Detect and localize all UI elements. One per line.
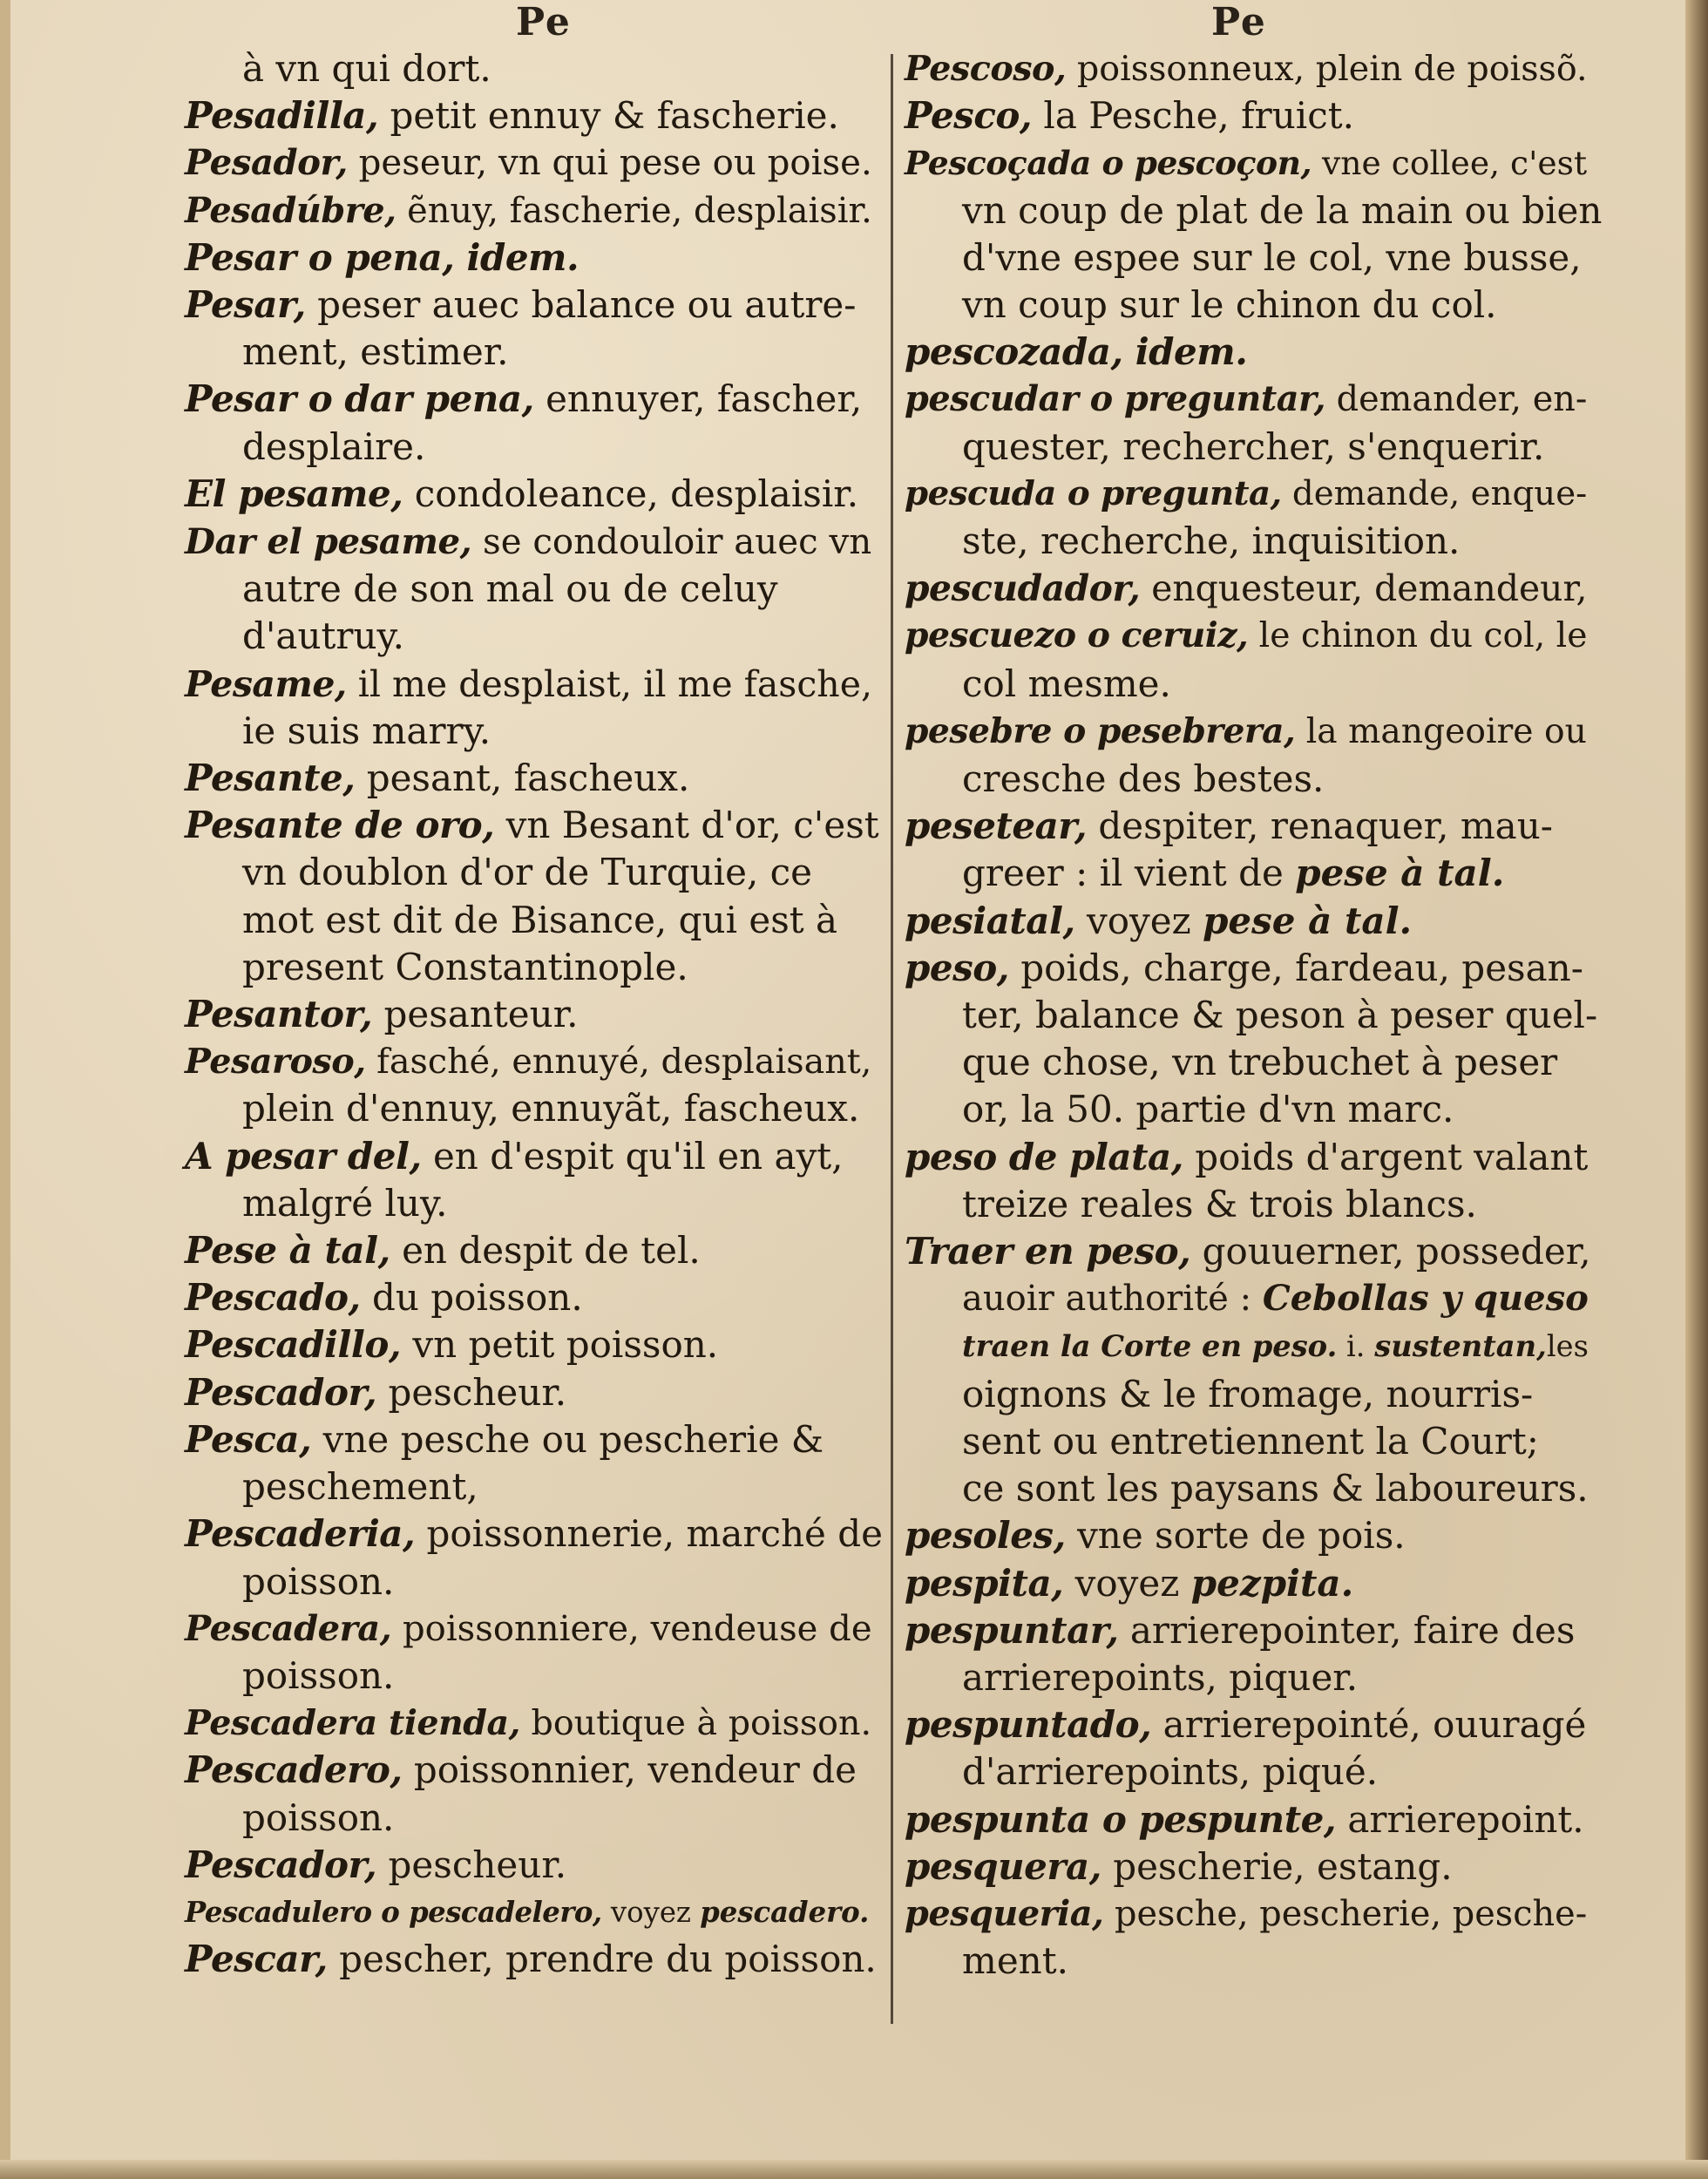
entry-continuation-line xyxy=(905,518,1602,565)
entry-headword: Pescoçada o pescoçon, xyxy=(905,144,1312,183)
running-head-right: Pe xyxy=(1211,0,1267,44)
entry-headword: Pesar, xyxy=(185,283,306,327)
entry-headword: pespunta o pespunte, xyxy=(905,1797,1336,1841)
entry-definition: or, la 50. partie d'vn marc. xyxy=(962,1088,1454,1131)
entry-headword: Pescado, xyxy=(185,1276,361,1320)
entry-headword: pescudador, xyxy=(905,567,1141,610)
entry-continuation-line xyxy=(185,613,886,660)
entry-definition: sent ou entretiennent la Court; xyxy=(962,1419,1539,1463)
entry-headword: El pesame, xyxy=(185,472,403,515)
entry-headword: Pescadulero o pescadelero, xyxy=(185,1895,602,1929)
entry-continuation-line xyxy=(185,897,886,944)
dictionary-entry xyxy=(185,1274,886,1321)
entry-continuation-line xyxy=(905,992,1602,1039)
dictionary-entry xyxy=(185,1889,886,1936)
dictionary-entry xyxy=(905,1560,1602,1607)
entry-headword: Pesar o dar pena, xyxy=(185,377,534,421)
dictionary-entry xyxy=(905,45,1602,92)
dictionary-entry xyxy=(905,612,1602,660)
entry-headword: Pesadilla, xyxy=(185,94,379,138)
dictionary-entry xyxy=(905,1843,1602,1891)
entry-definition: despiter, renaquer, mau- xyxy=(1098,804,1553,848)
dictionary-entry xyxy=(905,92,1602,139)
entry-definition: greer : il vient de xyxy=(962,852,1284,895)
entry-definition: peser auec balance ou autre- xyxy=(317,283,857,327)
entry-cross-reference: pese à tal. xyxy=(1295,852,1505,895)
entry-headword: Pescoso, xyxy=(905,49,1067,89)
entry-continuation-line xyxy=(185,849,886,896)
dictionary-entry xyxy=(905,898,1602,945)
entry-definition: treize reales & trois blancs. xyxy=(962,1182,1477,1225)
entry-definition: vne sorte de pois. xyxy=(1077,1514,1406,1558)
dictionary-entry xyxy=(905,803,1602,850)
entry-definition: ie suis marry. xyxy=(242,709,491,752)
dictionary-entry xyxy=(185,1133,886,1180)
entry-headword: Pesco, xyxy=(905,94,1033,138)
entry-definition: il me desplaist, il me fasche, xyxy=(357,662,873,705)
dictionary-entry xyxy=(905,1607,1602,1654)
dictionary-entry xyxy=(185,1321,886,1368)
entry-definition: plein d'ennuy, ennuyãt, fascheux. xyxy=(242,1087,860,1130)
right-column xyxy=(905,45,1602,1985)
entry-definition: pescher, prendre du poisson. xyxy=(339,1938,877,1981)
entry-definition: vn doublon d'or de Turquie, ce xyxy=(242,851,813,894)
entry-definition: en despit de tel. xyxy=(402,1229,701,1273)
entry-definition: ẽnuy, fascherie, desplaisir. xyxy=(407,190,872,231)
entry-definition: malgré luy. xyxy=(242,1181,448,1225)
entry-definition: voyez xyxy=(1074,1561,1180,1605)
entry-headword: pesqueria, xyxy=(905,1893,1104,1934)
entry-continuation-line xyxy=(905,1275,1602,1322)
entry-definition: poissonnier, vendeur de xyxy=(413,1748,857,1792)
dictionary-entry xyxy=(905,708,1602,756)
entry-definition: vn coup sur le chinon du col. xyxy=(962,283,1497,327)
entry-headword: Pesar o pena, idem. xyxy=(185,235,580,279)
entry-headword: Pesante de oro, xyxy=(185,804,495,847)
entry-definition: d'autruy. xyxy=(242,614,405,658)
entry-definition: arrierepoints, piquer. xyxy=(962,1655,1359,1699)
entry-continuation-line xyxy=(905,756,1602,803)
dictionary-entry xyxy=(185,471,886,518)
entry-headword: Pesantor, xyxy=(185,993,373,1036)
dictionary-entry xyxy=(185,376,886,423)
entry-definition: pesant, fascheux. xyxy=(366,757,690,800)
entry-headword: Pesadúbre, xyxy=(185,190,396,231)
entry-continuation-line xyxy=(185,1653,886,1700)
dictionary-entry xyxy=(185,1227,886,1274)
entry-definition: petit ennuy & fascherie. xyxy=(390,94,839,138)
entry-cross-reference: pescadero. xyxy=(700,1895,870,1929)
entry-definition: la mangeoire ou xyxy=(1305,711,1587,751)
entry-headword: Pesante, xyxy=(185,757,356,800)
entry-continuation-line xyxy=(905,1086,1602,1133)
entry-headword: Pescadera tienda, xyxy=(185,1703,520,1744)
entry-definition: poids d'argent valant xyxy=(1195,1135,1589,1178)
entry-definition: voyez xyxy=(1086,899,1191,942)
page-right-edge xyxy=(1685,0,1708,2179)
entry-definition: peseur, vn qui pese ou poise. xyxy=(358,143,872,184)
dictionary-entry xyxy=(905,945,1602,992)
entry-headword: A pesar del, xyxy=(185,1134,422,1178)
entry-continuation-line xyxy=(185,944,886,991)
entry-definition: mot est dit de Bisance, qui est à xyxy=(242,898,838,941)
dictionary-entry xyxy=(185,1842,886,1889)
entry-headword: pespuntar, xyxy=(905,1608,1119,1652)
entry-continuation-line xyxy=(905,1371,1602,1418)
dictionary-entry xyxy=(185,139,886,187)
dictionary-entry xyxy=(905,471,1602,518)
entry-definition: du poisson. xyxy=(371,1276,583,1320)
entry-continuation-line xyxy=(905,1039,1602,1086)
dictionary-entry xyxy=(905,565,1602,612)
entry-continuation-line xyxy=(185,1463,886,1510)
entry-definition: ce sont les paysans & laboureurs. xyxy=(962,1467,1589,1510)
entry-headword: Pescadillo, xyxy=(185,1323,401,1367)
entry-definition: gouuerner, posseder, xyxy=(1202,1230,1591,1273)
entry-definition: ennuyer, fascher, xyxy=(546,377,863,421)
entry-definition: poisson. xyxy=(242,1653,395,1697)
entry-headword: pespita, xyxy=(905,1561,1064,1605)
entry-headword: Pescadero, xyxy=(185,1748,403,1792)
dictionary-entry xyxy=(185,1747,886,1794)
entry-headword: Pesame, xyxy=(185,662,347,705)
dictionary-entry xyxy=(905,1796,1602,1843)
entry-definition: poissonneux, plein de poissõ. xyxy=(1076,49,1588,89)
entry-continuation-line xyxy=(905,850,1602,897)
entry-definition: poisson. xyxy=(242,1795,395,1839)
entry-definition: pescheur. xyxy=(388,1370,567,1414)
entry-definition: pescheur. xyxy=(388,1843,567,1886)
dictionary-entry xyxy=(185,282,886,329)
entry-definition: d'vne espee sur le col, vne busse, xyxy=(962,235,1582,279)
dictionary-entry xyxy=(185,661,886,708)
entry-definition: vn petit poisson. xyxy=(412,1323,719,1367)
entry-continuation-line xyxy=(185,1795,886,1842)
dictionary-entry xyxy=(185,1936,886,1983)
entry-headword: Pescaderia, xyxy=(185,1512,416,1556)
entry-cross-reference: Cebollas y queso xyxy=(1262,1278,1589,1320)
entry-headword: Pesca, xyxy=(185,1417,312,1461)
entry-definition: ment. xyxy=(962,1939,1068,1983)
entry-definition: ment, estimer. xyxy=(242,330,509,374)
dictionary-entry xyxy=(185,1369,886,1416)
entry-cross-reference: pezpita. xyxy=(1190,1561,1354,1605)
entry-definition: col mesme. xyxy=(962,662,1171,705)
entry-continuation-line xyxy=(905,187,1602,234)
entry-definition: pesanteur. xyxy=(383,993,579,1036)
entry-headword: Pesador, xyxy=(185,142,348,184)
entry-continuation-line xyxy=(185,1180,886,1227)
entry-continuation-line xyxy=(185,708,886,755)
entry-headword: pesetear, xyxy=(905,804,1087,848)
entry-continuation-line xyxy=(905,1181,1602,1228)
entry-headword: Pescar, xyxy=(185,1938,328,1981)
entry-definition: vne collee, c'est xyxy=(1322,144,1588,183)
entry-continuation-line xyxy=(905,1465,1602,1512)
entry-definition: poissonniere, vendeuse de xyxy=(403,1608,872,1649)
dictionary-entry xyxy=(905,1228,1602,1275)
entry-definition: poids, charge, fardeau, pesan- xyxy=(1020,946,1583,989)
entry-headword: pescozada, idem. xyxy=(905,330,1248,374)
entry-headword: Dar el pesame, xyxy=(185,520,472,563)
entry-definition: oignons & le fromage, nourris- xyxy=(962,1372,1534,1415)
entry-definition: arrierepointé, ouuragé xyxy=(1162,1703,1587,1747)
entry-definition: à vn qui dort. xyxy=(242,47,491,90)
entry-continuation-line xyxy=(185,1558,886,1605)
entry-headword: pescuda o pregunta, xyxy=(905,473,1282,513)
entry-headword: pesoles, xyxy=(905,1514,1066,1558)
entry-definition: d'arrierepoints, piqué. xyxy=(962,1750,1379,1794)
entry-continuation-line xyxy=(185,329,886,376)
entry-headword: pesebre o pesebrera, xyxy=(905,710,1296,751)
dictionary-entry xyxy=(185,991,886,1038)
dictionary-entry xyxy=(905,1512,1602,1559)
column-divider xyxy=(891,54,893,2024)
page-bottom-edge xyxy=(0,2160,1708,2179)
entry-cross-reference: traen la Corte en peso. xyxy=(962,1328,1338,1364)
dictionary-entry xyxy=(185,92,886,139)
entry-continuation-line xyxy=(185,424,886,471)
entry-cross-reference: sustentan, xyxy=(1374,1328,1547,1364)
entry-headword: peso de plata, xyxy=(905,1135,1183,1178)
entry-headword: pesiatal, xyxy=(905,899,1075,942)
dictionary-entry xyxy=(185,1605,886,1653)
entry-headword: Traer en peso, xyxy=(905,1230,1191,1273)
entry-continuation-line xyxy=(185,566,886,613)
entry-definition: pesche, pescherie, pesche- xyxy=(1115,1893,1588,1934)
dictionary-entry xyxy=(905,139,1602,187)
dictionary-entry xyxy=(185,234,886,282)
entry-definition: que chose, vn trebuchet à peser xyxy=(962,1041,1558,1084)
entry-definition: fasché, ennuyé, desplaisant, xyxy=(376,1042,872,1083)
entry-headword: peso, xyxy=(905,946,1009,989)
entry-definition: la Pesche, fruict. xyxy=(1043,94,1354,138)
entry-continuation-line xyxy=(905,282,1602,329)
entry-headword: Pese à tal, xyxy=(185,1229,390,1273)
entry-definition: demander, en- xyxy=(1336,379,1588,420)
entry-continuation-line xyxy=(905,1654,1602,1701)
entry-definition: ste, recherche, inquisition. xyxy=(962,519,1461,563)
entry-headword: Pesaroso, xyxy=(185,1042,366,1083)
dictionary-entry xyxy=(185,755,886,802)
entry-definition: present Constantinople. xyxy=(242,945,688,988)
entry-definition: poisson. xyxy=(242,1559,395,1603)
entry-definition: peschement, xyxy=(242,1465,478,1509)
entry-definition: pescherie, estang. xyxy=(1113,1844,1453,1888)
entry-definition: enquesteur, demandeur, xyxy=(1151,567,1588,610)
dictionary-entry xyxy=(185,1038,886,1085)
entry-definition: cresche des bestes. xyxy=(962,757,1325,801)
dictionary-entry xyxy=(185,518,886,566)
dictionary-entry xyxy=(185,1510,886,1558)
dictionary-entry xyxy=(185,802,886,849)
dictionary-entry xyxy=(905,1891,1602,1938)
entry-continuation-line xyxy=(905,424,1602,471)
dictionary-entry xyxy=(185,187,886,234)
dictionary-entry xyxy=(905,376,1602,423)
running-head-left: Pe xyxy=(516,0,572,44)
entry-definition: desplaire. xyxy=(242,424,426,468)
dictionary-entry xyxy=(905,1134,1602,1181)
dictionary-entry xyxy=(905,1701,1602,1748)
entry-definition: boutique à poisson. xyxy=(531,1703,872,1744)
entry-continuation-line xyxy=(905,661,1602,708)
entry-continuation-line xyxy=(185,1085,886,1132)
entry-definition: quester, rechercher, s'enquerir. xyxy=(962,424,1545,468)
entry-definition: se condouloir auec vn xyxy=(483,521,872,563)
entry-definition: les xyxy=(1546,1329,1589,1364)
entry-continuation-line xyxy=(905,1938,1602,1985)
dictionary-entry xyxy=(185,1700,886,1747)
entry-headword: pescudar o preguntar, xyxy=(905,379,1325,420)
entry-definition: auoir authorité : xyxy=(962,1279,1252,1320)
entry-continuation-line xyxy=(185,45,886,92)
entry-continuation-line xyxy=(905,234,1602,282)
entry-definition: en d'espit qu'il en ayt, xyxy=(432,1134,844,1178)
entry-continuation-line xyxy=(905,1418,1602,1465)
entry-headword: pespuntado, xyxy=(905,1703,1152,1747)
left-column xyxy=(185,45,886,1983)
dictionary-entry xyxy=(905,329,1602,376)
entry-definition: ter, balance & peson à peser quel- xyxy=(962,994,1598,1037)
entry-headword: Pescador, xyxy=(185,1370,377,1414)
entry-headword: pescuezo o ceruiz, xyxy=(905,615,1249,656)
entry-definition: condoleance, desplaisir. xyxy=(414,472,859,515)
entry-definition: demande, enque- xyxy=(1291,473,1588,513)
entry-definition: arrierepointer, faire des xyxy=(1129,1608,1576,1652)
entry-definition: vn coup de plat de la main ou bien xyxy=(962,188,1603,232)
entry-definition: poissonnerie, marché de xyxy=(426,1512,883,1556)
entry-continuation-line xyxy=(905,1322,1602,1370)
entry-definition: arrierepoint. xyxy=(1347,1797,1584,1841)
entry-headword: Pescador, xyxy=(185,1843,377,1886)
dictionary-entry xyxy=(185,1416,886,1463)
entry-definition: i. xyxy=(1346,1329,1366,1364)
page-left-edge xyxy=(0,0,10,2179)
entry-definition: autre de son mal ou de celuy xyxy=(242,567,778,611)
entry-headword: pesquera, xyxy=(905,1844,1101,1888)
entry-continuation-line xyxy=(905,1748,1602,1795)
entry-definition: vne pesche ou pescherie & xyxy=(322,1417,824,1461)
entry-headword: Pescadera, xyxy=(185,1607,392,1649)
entry-definition: le chinon du col, le xyxy=(1258,616,1588,656)
entry-cross-reference: pese à tal. xyxy=(1203,899,1413,942)
entry-definition: vn Besant d'or, c'est xyxy=(505,804,879,847)
entry-definition: voyez xyxy=(610,1895,691,1929)
